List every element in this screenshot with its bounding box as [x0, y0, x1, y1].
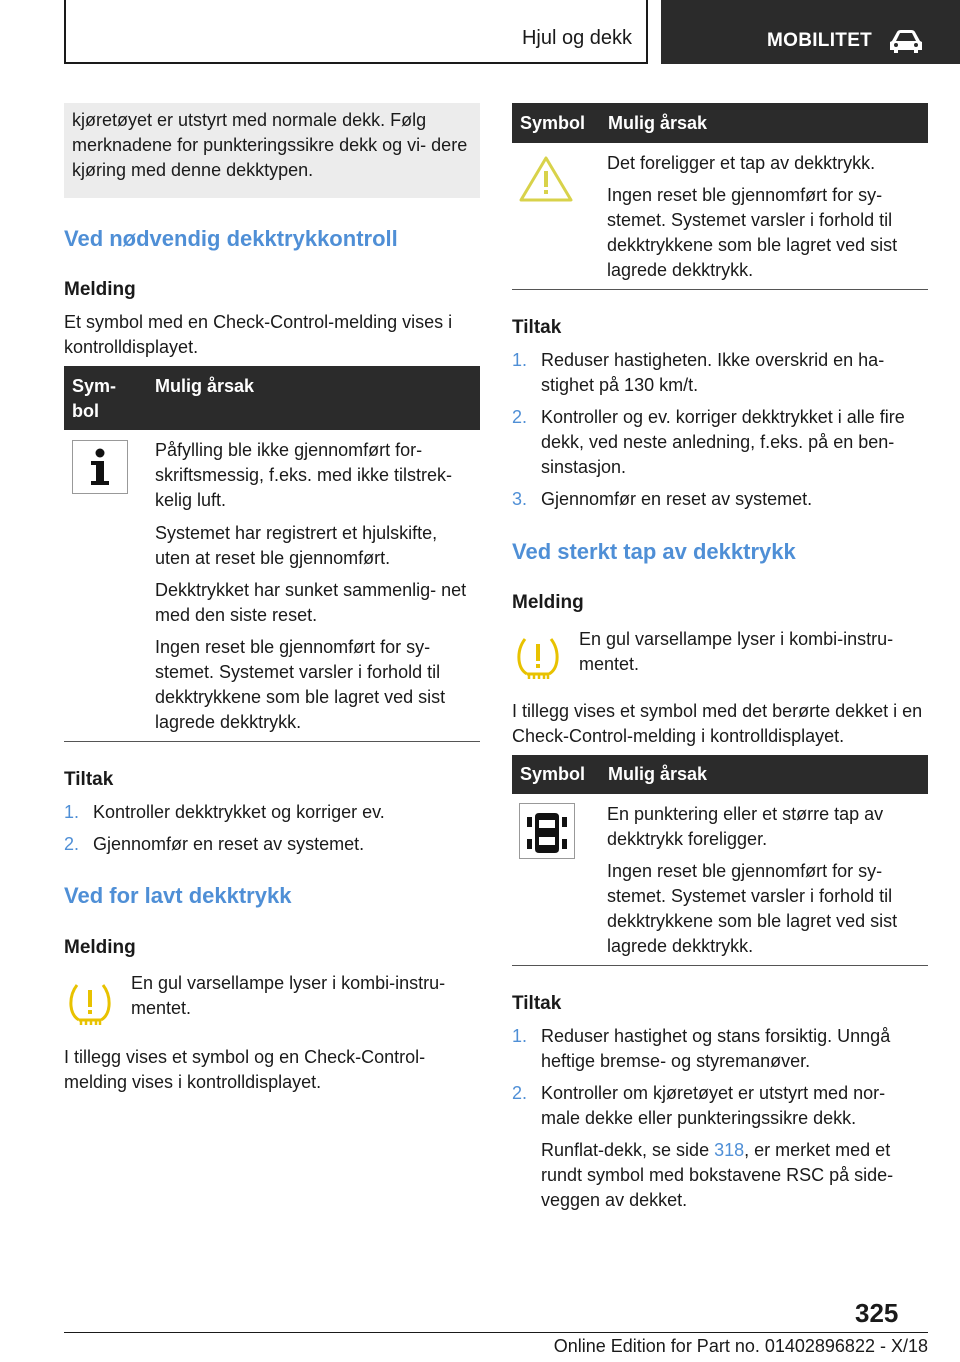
chapter-title: MOBILITET — [767, 30, 873, 51]
page-number: 325 — [855, 1298, 899, 1328]
heading-sterkt-tap: Ved sterkt tap av dekktrykk — [512, 539, 796, 564]
list-item: Kontroller om kjøretøyet er utstyrt med nor‐ male dekke eller punkteringssikre dekk. — [541, 1083, 886, 1128]
page-link-318[interactable]: 318 — [714, 1140, 745, 1160]
column-header-symbol: Symbol — [520, 764, 586, 784]
subheading-tiltak: Tiltak — [512, 993, 562, 1014]
cause-text: En punktering eller et større tap av dekktrykk foreligger. — [607, 804, 884, 849]
column-header-cause: Mulig årsak — [608, 764, 708, 784]
header-section-box — [64, 0, 648, 64]
cause-text: Ingen reset ble gjennomført for sy‐ stemet. Systemet varsler i forhold til dekktrykkene som ble lagret ved sist lagrede dekktrykk. — [607, 861, 898, 956]
list-number: 3. — [512, 489, 528, 509]
cause-text: Det foreligger et tap av dekktrykk. — [607, 153, 876, 173]
table-divider — [64, 741, 480, 742]
note-box: kjøretøyet er utstyrt med normale dekk. Følg merknadene for punkteringssikre dekk og vi‐ dere kjøring med denne dekktypen. — [64, 103, 480, 198]
list-item: Reduser hastigheten. Ikke overskrid en ha‐ stighet på 130 km/t. — [541, 350, 885, 395]
list-item: Gjennomfør en reset av systemet. — [541, 489, 813, 509]
list-number: 1. — [512, 350, 528, 370]
warning-lamp-text: En gul varsellampe lyser i kombi-instru‐ mentet. — [131, 973, 446, 1018]
subheading-melding: Melding — [64, 279, 136, 300]
cause-text: Påfylling ble ikke gjennomført for‐ skriftsmessig, f.eks. med ikke tilstrek‐ kelig luft. — [155, 440, 453, 510]
paragraph-symbol-info: Et symbol med en Check-Control-melding vises i kontrolldisplayet. — [64, 312, 453, 357]
column-header-cause: Mulig årsak — [608, 113, 708, 133]
column-header-cause: Mulig årsak — [155, 376, 255, 396]
section-title: Hjul og dekk — [521, 27, 632, 49]
runflat-text-pre: Runflat-dekk, se side — [541, 1140, 715, 1160]
warning-triangle-icon — [518, 154, 574, 204]
cause-text: Ingen reset ble gjennomført for sy‐ stemet. Systemet varsler i forhold til dekktrykkene som ble lagret ved sist lagrede dekktrykk. — [155, 637, 446, 732]
table-header — [512, 755, 928, 794]
car-tire-status-icon — [519, 803, 575, 859]
runflat-text-post: , er merket med et rundt symbol med bokstavene RSC på side‐ veggen av dekket. — [541, 1140, 894, 1210]
footer-divider — [64, 1332, 928, 1333]
tire-pressure-warning-icon — [68, 982, 112, 1028]
footer-edition: Online Edition for Part no. 01402896822 - X/18 — [553, 1336, 928, 1356]
list-number: 1. — [64, 802, 80, 822]
list-item: Kontroller dekktrykket og korriger ev. — [93, 802, 385, 822]
cause-text: Dekktrykket har sunket sammenlig‐ net med den siste reset. — [155, 580, 467, 625]
paragraph-check-control: I tillegg vises et symbol og en Check-Control- melding vises i kontrolldisplayet. — [64, 1047, 426, 1092]
list-item: Gjennomfør en reset av systemet. — [93, 834, 365, 854]
subheading-melding: Melding — [512, 592, 584, 613]
list-number: 1. — [512, 1026, 528, 1046]
table-divider — [512, 965, 928, 966]
header-chapter-box — [661, 0, 960, 64]
subheading-tiltak: Tiltak — [64, 769, 114, 790]
paragraph-check-control: I tillegg vises et symbol med det berørte dekket i en Check-Control-melding i kontrolldisplayet. — [512, 701, 923, 746]
column-header-symbol: Symbol — [520, 113, 586, 133]
cause-text: Systemet har registrert et hjulskifte, uten at reset ble gjennomført. — [155, 523, 438, 568]
table-header — [512, 103, 928, 143]
list-item: Kontroller og ev. korriger dekktrykket i alle fire dekk, ved neste anledning, f.eks. på en ben‐ sinstasjon. — [541, 407, 905, 477]
heading-dekktrykkontroll: Ved nødvendig dekktrykkontroll — [64, 226, 398, 251]
subheading-melding: Melding — [64, 937, 136, 958]
list-number: 2. — [512, 407, 528, 427]
list-number: 2. — [512, 1083, 528, 1103]
car-icon — [888, 28, 924, 54]
subheading-tiltak: Tiltak — [512, 317, 562, 338]
table-divider — [512, 289, 928, 290]
tire-pressure-warning-icon — [516, 636, 560, 682]
warning-lamp-text: En gul varsellampe lyser i kombi-instru‐ mentet. — [579, 629, 894, 674]
table-header — [64, 366, 480, 430]
list-item: Reduser hastighet og stans forsiktig. Unngå heftige bremse- og styremanøver. — [541, 1026, 891, 1071]
info-icon — [72, 440, 128, 494]
cause-text: Ingen reset ble gjennomført for sy‐ stemet. Systemet varsler i forhold til dekktrykkene som ble lagret ved sist lagrede dekktrykk. — [607, 185, 898, 280]
runflat-note — [541, 1138, 929, 1213]
list-number: 2. — [64, 834, 80, 854]
heading-lavt-dekktrykk: Ved for lavt dekktrykk — [64, 883, 292, 908]
column-header-symbol: Sym‐ bol — [72, 376, 117, 421]
